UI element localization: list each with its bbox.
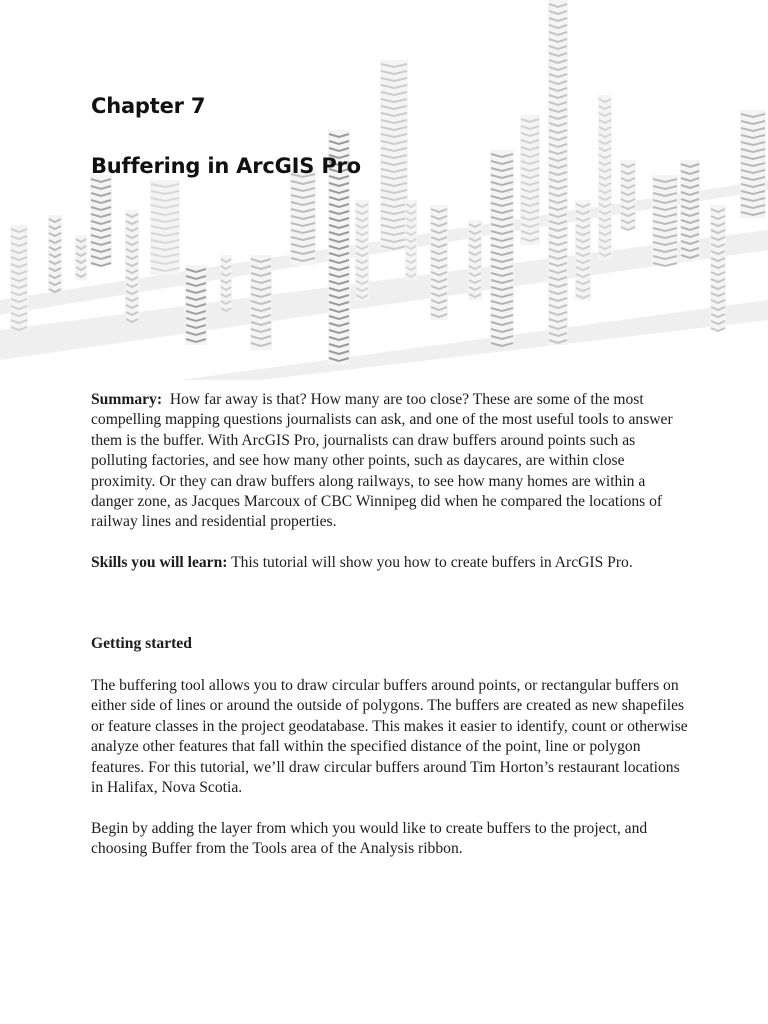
building-shape [490,150,514,346]
building-shape [185,265,207,345]
chapter-label: Chapter 7 [91,94,206,118]
building-shape [125,210,139,322]
building-shape [520,115,540,245]
building-shape [380,60,408,250]
chapter-title: Buffering in ArcGIS Pro [91,154,361,178]
building-shape [652,175,678,266]
getting-started-paragraph-1: The buffering tool allows you to draw circular buffers around points, or rectangular buffers on either side of lines or around the outside of polygons. The buffers are created as new shapefiles or feature classes in the project geodatabase. This makes it easier to identify, count or otherwise analyze other features that fall within the specified distance of the point, line or polygon features. For this tutorial, we’ll draw circular buffers around Tim Horton’s restaurant locations in Halifax, Nova Scotia. [91,677,688,797]
summary-text: How far away is that? How many are too close? These are some of the most compelling mapping questions journalists can ask, and one of the most useful tools to answer them is the buffer. With ArcGIS Pro, journalists can draw buffers around points such as polluting factories, and see how many other points, such as daycares, are within close proximity. Or they can draw buffers along railways, to see how many homes are within a danger zone, as Jacques Marcoux of CBC Winnipeg did when he compared the locations of railway lines and residential properties. [91,391,673,531]
building-shape [430,205,448,320]
building-shape [48,215,62,292]
summary-lead: Summary: [91,391,163,408]
building-shape [710,205,726,331]
skills-lead: Skills you will learn: [91,554,228,571]
building-shape [220,255,232,311]
building-shape [598,95,612,260]
skills-text: This tutorial will show you how to create buffers in ArcGIS Pro. [231,554,633,571]
building-shape [355,200,369,300]
summary-paragraph [91,390,691,533]
building-shape [575,200,591,300]
building-shape [10,225,28,330]
building-shape [75,235,87,280]
section-heading-getting-started: Getting started [91,635,192,652]
skills-paragraph [91,553,691,573]
building-shape [620,160,636,230]
building-shape [680,160,700,260]
building-shape [290,170,316,265]
building-shape [468,220,482,300]
building-shape [548,0,568,345]
getting-started-paragraph-2: Begin by adding the layer from which you would like to create buffers to the project, and choosing Buffer from the Tools area of the Analysis ribbon. [91,820,648,858]
building-shape [150,180,180,275]
building-shape [405,200,417,280]
building-shape [740,110,766,218]
city-skyline-illustration [0,0,768,380]
building-shape [250,255,272,350]
building-shape [90,175,112,266]
